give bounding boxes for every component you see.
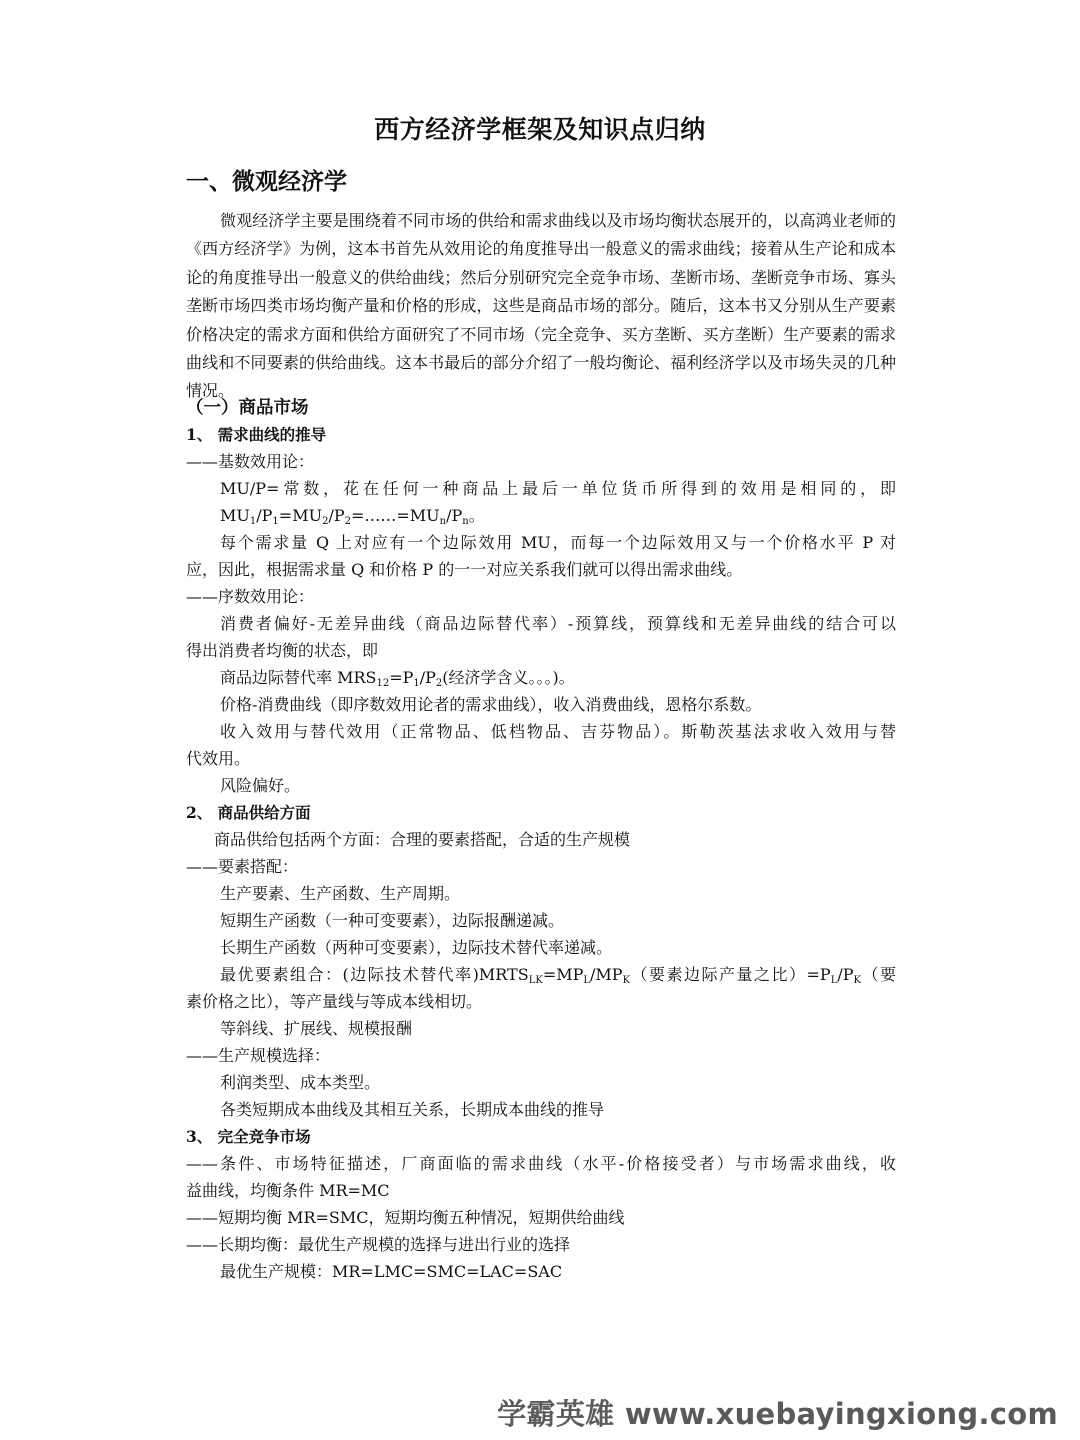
competition-text-line: ——条件、市场特征描述，厂商面临的需求曲线（水平-价格接受者）与市场需求曲线，收 — [186, 1154, 896, 1173]
ordinal-text-line: 收入效用与替代效用（正常物品、低档物品、吉芬物品）。斯勒茨基法求收入效用与替 — [220, 722, 896, 741]
subheading-commodity-market: （一）商品市场 — [186, 398, 309, 418]
factor-text-line: 等斜线、扩展线、规模报酬 — [220, 1019, 413, 1038]
scale-choice-label: ——生产规模选择： — [186, 1046, 331, 1065]
supply-intro: 商品供给包括两个方面：合理的要素搭配，合适的生产规模 — [214, 830, 631, 849]
site-watermark: 学霸英雄 www.xuebayingxiong.com — [497, 1397, 1058, 1431]
factor-text-line: 短期生产函数（一种可变要素），边际报酬递减。 — [220, 911, 565, 930]
ordinal-text-line: 得出消费者均衡的状态，即 — [186, 641, 379, 660]
ordinal-text-line: 价格-消费曲线（即序数效用论者的需求曲线），收入消费曲线，恩格尔系数。 — [220, 695, 762, 714]
scale-text-line: 各类短期成本曲线及其相互关系，长期成本曲线的推导 — [220, 1100, 605, 1119]
cardinal-text-line: 每个需求量 Q 上对应有一个边际效用 MU，而每一个边际效用又与一个价格水平 P 对 — [220, 533, 896, 552]
page-title: 西方经济学框架及知识点归纳 — [374, 115, 706, 144]
section-heading-microeconomics: 一、微观经济学 — [186, 168, 347, 195]
mrs-formula: 商品边际替代率 $MRS_{12}=P_1/P_2$(经济学含义。。。)。 — [220, 668, 575, 689]
factor-text-line: 长期生产函数（两种可变要素），边际技术替代率递减。 — [220, 938, 613, 957]
item-heading-demand-curve: 1、 需求曲线的推导 — [186, 425, 327, 444]
competition-text-line: ——短期均衡 MR=SMC，短期均衡五种情况，短期供给曲线 — [186, 1208, 625, 1227]
factor-text-line: 素价格之比），等产量线与等成本线相切。 — [186, 992, 483, 1011]
ordinal-text-line: 代效用。 — [186, 749, 251, 768]
cardinal-text-line: MU/P=常数，花在任何一种商品上最后一单位货币所得到的效用是相同的，即 — [220, 479, 896, 498]
competition-text-line: ——长期均衡：最优生产规模的选择与进出行业的选择 — [186, 1235, 571, 1254]
scale-text-line: 利润类型、成本类型。 — [220, 1073, 381, 1092]
cardinal-formula: $MU_1/P_1=MU_2/P_2=\dots\dots=MU_n/P_n$。 — [220, 506, 485, 527]
item-heading-supply: 2、 商品供给方面 — [186, 803, 311, 822]
cardinal-utility-label: ——基数效用论： — [186, 452, 315, 471]
cardinal-text-line: 应，因此，根据需求量 Q 和价格 P 的一一对应关系我们就可以得出需求曲线。 — [186, 560, 743, 579]
ordinal-text-line: 消费者偏好-无差异曲线（商品边际替代率）-预算线，预算线和无差异曲线的结合可以 — [220, 614, 896, 633]
factor-text-line: 生产要素、生产函数、生产周期。 — [220, 884, 461, 903]
mrts-formula: 最优要素组合：(边际技术替代率)$MRTS_{LK}=MP_L/MP_K$（要素边际产量之比）$=P_L/P_K$（要 — [220, 965, 896, 986]
ordinal-utility-label: ——序数效用论： — [186, 587, 315, 606]
competition-text-line: 最优生产规模：MR=LMC=SMC=LAC=SAC — [220, 1262, 563, 1281]
factor-combination-label: ——要素搭配： — [186, 857, 299, 876]
ordinal-text-line: 风险偏好。 — [220, 776, 301, 795]
competition-text-line: 益曲线，均衡条件 MR=MC — [186, 1181, 390, 1200]
item-heading-perfect-competition: 3、 完全竞争市场 — [186, 1127, 311, 1146]
intro-paragraph: 微观经济学主要是围绕着不同市场的供给和需求曲线以及市场均衡状态展开的，以高鸿业老师的《西方经济学》为例，这本书首先从效用论的角度推导出一般意义的需求曲线；接着从生产论和成本论的角度推导出一般意义的供给曲线；然后分别研究完全竞争市场、垄断市场、垄断竞争市场、寡头垄断市场四类市场均衡产量和价格的形成，这些是商品市场的部分。随后，这本书又分别从生产要素价格决定的需求方面和供给方面研究了不同市场（完全竞争、买方垄断、买方垄断）生产要素的需求曲线和不同要素的供给曲线。这本书最后的部分介绍了一般均衡论、福利经济学以及市场失灵的几种情况。 — [186, 211, 896, 401]
